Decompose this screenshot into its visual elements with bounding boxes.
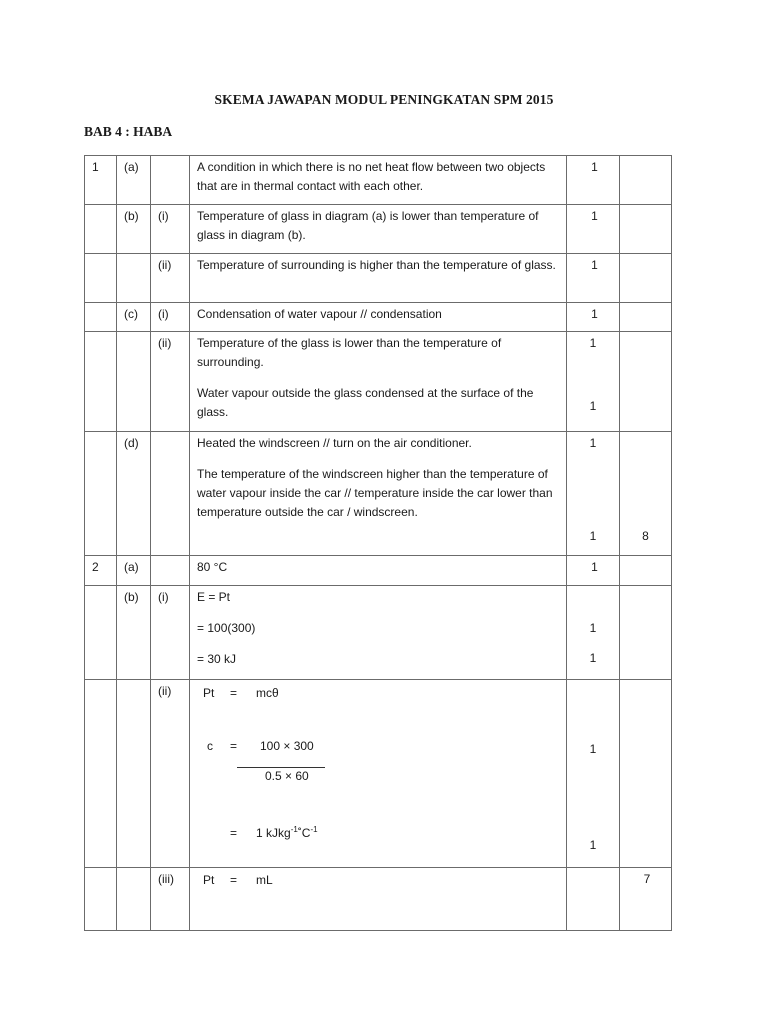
calc-line: = 30 kJ [197, 652, 237, 666]
question-number: 1 [85, 156, 117, 205]
calc-line: E = Pt [197, 590, 231, 604]
page-title: SKEMA JAWAPAN MODUL PENINGKATAN SPM 2015 [214, 92, 554, 107]
mark-cell: 1 [567, 254, 620, 303]
calc-rhs: mcθ [256, 686, 279, 700]
equals-sign: = [230, 873, 238, 887]
mark-value: 1 [589, 651, 597, 665]
answer-cell: Temperature of surrounding is higher than the temperature of glass. [190, 254, 567, 303]
table-row [85, 432, 672, 556]
chapter-heading: BAB 4 : HABA [84, 124, 173, 139]
mark-value: 1 [589, 529, 597, 543]
subpart-label [151, 156, 190, 205]
mark-value: 1 [589, 336, 597, 350]
answer-cell: Condensation of water vapour // condensation [190, 303, 567, 332]
fraction-numerator: 100 × 300 [260, 739, 314, 753]
subpart-label: (ii) [151, 254, 190, 303]
part-label: (a) [117, 156, 151, 205]
answer-cell [190, 868, 567, 931]
part-label: (c) [117, 303, 151, 332]
mark-value: 1 [589, 838, 597, 852]
subpart-label: (ii) [151, 332, 190, 432]
equals-sign: = [230, 826, 238, 840]
calc-lhs: c [207, 739, 213, 753]
mark-value: 1 [589, 436, 597, 450]
table-row [85, 332, 672, 432]
calc-rhs: mL [256, 873, 273, 887]
total-cell: 7 [620, 868, 672, 931]
mark-cell: 1 [567, 205, 620, 254]
mark-cell [567, 868, 620, 931]
answer-cell: Temperature of glass in diagram (a) is lower than temperature of glass in diagram (b). [190, 205, 567, 254]
part-label: (a) [117, 556, 151, 586]
mark-value: 1 [589, 621, 597, 635]
total-cell [620, 156, 672, 205]
answer-cell: 80 °C [190, 556, 567, 586]
total-cell [620, 432, 672, 556]
table-row [85, 680, 672, 868]
mark-cell: 1 [567, 303, 620, 332]
subpart-label: (i) [151, 586, 190, 680]
part-label: (d) [117, 432, 151, 556]
mark-value: 1 [589, 742, 597, 756]
answer-scheme-table [84, 155, 672, 931]
answer-point: The temperature of the windscreen higher than the temperature of water vapour inside the car // temperature inside the car lower than temperature outside the car / windscreen. [197, 467, 553, 519]
equals-sign: = [230, 686, 238, 700]
answer-cell [190, 332, 567, 432]
table-row [85, 868, 672, 931]
subpart-label: (i) [151, 205, 190, 254]
answer-point: Water vapour outside the glass condensed at the surface of the glass. [197, 386, 534, 419]
table-row [85, 556, 672, 586]
mark-cell [567, 680, 620, 868]
part-label: (b) [117, 205, 151, 254]
mark-value: 1 [589, 399, 597, 413]
subpart-label: (ii) [151, 680, 190, 868]
table-row [85, 303, 672, 332]
answer-point: Temperature of the glass is lower than the temperature of surrounding. [197, 336, 502, 369]
total-value: 8 [642, 529, 649, 543]
answer-cell [190, 680, 567, 868]
mark-cell [567, 432, 620, 556]
calculation-block [190, 868, 566, 930]
mark-cell: 1 [567, 156, 620, 205]
table-row [85, 205, 672, 254]
answer-cell [190, 586, 567, 680]
fraction-denominator: 0.5 × 60 [265, 769, 309, 783]
question-number: 2 [85, 556, 117, 586]
equals-sign: = [230, 739, 238, 753]
calc-result: 1 $kJkg^{-1}˚C^{-1}$ [256, 825, 318, 840]
mark-cell [567, 332, 620, 432]
subpart-label: (i) [151, 303, 190, 332]
subpart-label: (iii) [151, 868, 190, 931]
calculation-block [190, 680, 566, 867]
answer-cell [190, 432, 567, 556]
answer-point: Heated the windscreen // turn on the air conditioner. [197, 436, 472, 450]
table-row [85, 586, 672, 680]
table-row [85, 254, 672, 303]
calc-lhs: Pt [203, 873, 215, 887]
calc-lhs: Pt [203, 686, 215, 700]
answer-cell: A condition in which there is no net heat flow between two objects that are in thermal contact with each other. [190, 156, 567, 205]
mark-cell: 1 [567, 556, 620, 586]
table-row [85, 156, 672, 205]
calc-line: = 100(300) [197, 621, 256, 635]
part-label: (b) [117, 586, 151, 680]
mark-cell [567, 586, 620, 680]
